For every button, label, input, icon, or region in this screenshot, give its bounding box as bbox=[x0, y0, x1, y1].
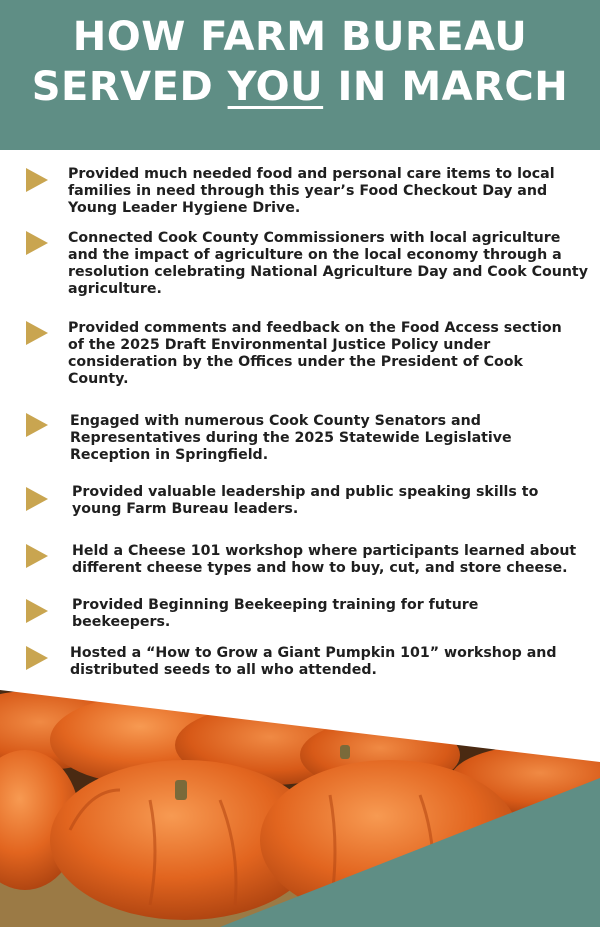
list-item-text: Held a Cheese 101 workshop where participants learned about different cheese types and how to buy, cut, and store cheese. bbox=[72, 543, 577, 576]
triangle-bullet-icon bbox=[26, 487, 48, 511]
list-item-text: Provided comments and feedback on the Food Access section of the 2025 Draft Environmental Justice Policy under consideration by the Offices under the President of Cook County. bbox=[68, 320, 562, 387]
list-item-text: Provided valuable leadership and public speaking skills to young Farm Bureau leaders. bbox=[72, 484, 539, 517]
list-item-text: Provided much needed food and personal care items to local families in need through this year’s Food Checkout Day and Young Leader Hygiene Drive. bbox=[68, 166, 555, 216]
triangle-bullet-icon bbox=[26, 413, 48, 437]
title-line-2 bbox=[0, 62, 600, 112]
title-line-2-start: SERVED bbox=[31, 64, 228, 110]
list-item-text: Hosted a “How to Grow a Giant Pumpkin 101” workshop and distributed seeds to all who attended. bbox=[70, 645, 557, 678]
title-emphasis: YOU bbox=[227, 64, 324, 110]
list-item-text: Provided Beginning Beekeeping training for future beekeepers. bbox=[72, 597, 479, 630]
triangle-bullet-icon bbox=[26, 544, 48, 568]
list-item-text: Engaged with numerous Cook County Senators and Representatives during the 2025 Statewide Legislative Reception in Springfield. bbox=[70, 413, 512, 463]
pumpkins-photo bbox=[0, 690, 600, 927]
list-item-text: Connected Cook County Commissioners with local agriculture and the impact of agriculture on the local economy through a resolution celebrating National Agriculture Day and Cook County agriculture. bbox=[68, 230, 588, 297]
triangle-bullet-icon bbox=[26, 168, 48, 192]
header-banner bbox=[0, 0, 600, 150]
title-line-1: HOW FARM BUREAU bbox=[72, 14, 528, 60]
triangle-bullet-icon bbox=[26, 321, 48, 345]
triangle-bullet-icon bbox=[26, 646, 48, 670]
triangle-bullet-icon bbox=[26, 231, 48, 255]
page-title bbox=[0, 12, 600, 112]
triangle-bullet-icon bbox=[26, 599, 48, 623]
title-line-2-end: IN MARCH bbox=[323, 64, 569, 110]
